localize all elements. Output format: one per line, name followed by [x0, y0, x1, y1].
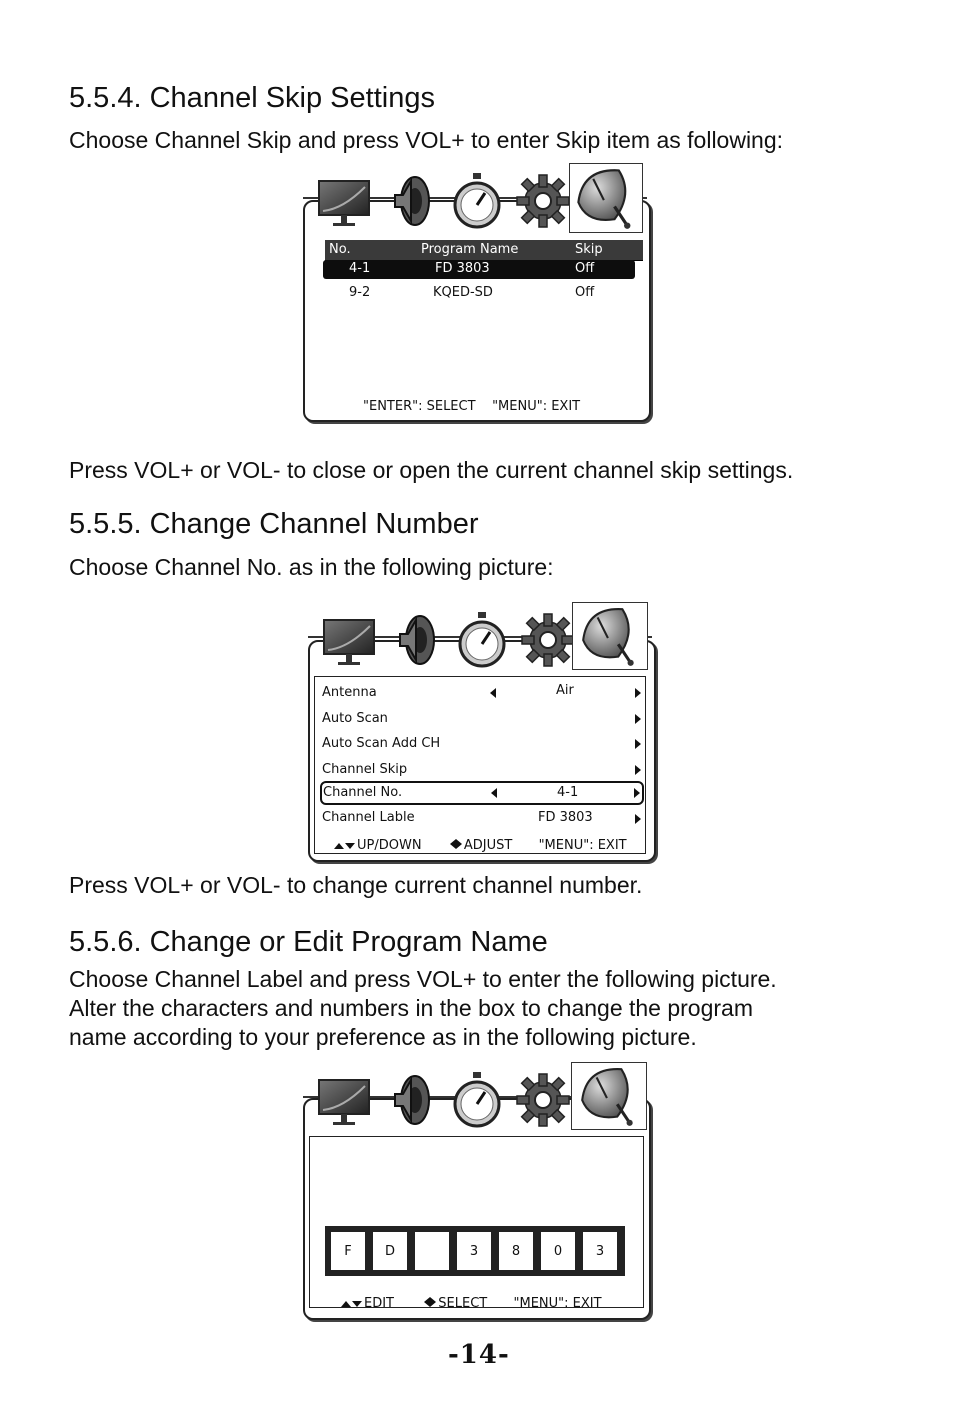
section-intro-channel-number: Choose Channel No. as in the following picture:: [69, 554, 554, 580]
channel-dish-icon[interactable]: [571, 1062, 647, 1130]
menu-item-auto-scan[interactable]: [322, 708, 647, 730]
timer-icon[interactable]: [445, 169, 509, 233]
char-box[interactable]: D: [373, 1232, 407, 1270]
sound-icon[interactable]: [381, 169, 445, 233]
column-skip: Skip: [575, 242, 603, 257]
arrow-right-icon[interactable]: [634, 788, 640, 798]
sound-icon[interactable]: [381, 1068, 445, 1132]
right-arrow-icon: [430, 1297, 436, 1307]
setup-icon[interactable]: [511, 169, 575, 233]
timer-icon[interactable]: [450, 608, 514, 672]
sound-icon[interactable]: [386, 608, 450, 672]
footer-edit: EDIT: [364, 1296, 394, 1311]
channel-dish-icon[interactable]: [572, 602, 648, 670]
char-box[interactable]: [415, 1232, 449, 1270]
menu-icon-bar: [303, 163, 647, 233]
arrow-right-icon[interactable]: [635, 814, 641, 824]
arrow-left-icon[interactable]: [491, 788, 497, 798]
section-intro-line-2: Alter the characters and numbers in the box to change the program: [69, 995, 754, 1021]
menu-item-label: Channel Skip: [322, 762, 408, 777]
arrow-right-icon[interactable]: [635, 765, 641, 775]
table-row[interactable]: [323, 284, 635, 303]
footer-exit: "MENU": EXIT: [538, 838, 627, 853]
up-arrow-icon: [341, 1301, 351, 1307]
footer-exit: "MENU": EXIT: [513, 1296, 602, 1311]
channel-menu-footer: [334, 838, 627, 853]
char-box[interactable]: 0: [541, 1232, 575, 1270]
char-box[interactable]: 3: [583, 1232, 617, 1270]
setup-icon[interactable]: [516, 608, 580, 672]
section-heading-channel-skip: 5.5.4. Channel Skip Settings: [69, 82, 435, 114]
timer-icon[interactable]: [445, 1068, 509, 1132]
channel-menu-screen: [308, 640, 656, 862]
skip-menu-screen: [303, 200, 651, 422]
down-arrow-icon: [345, 843, 355, 849]
menu-item-label: Auto Scan: [322, 711, 388, 726]
menu-item-channel-skip[interactable]: [322, 759, 647, 781]
row-name: KQED-SD: [433, 285, 493, 300]
setup-icon[interactable]: [511, 1068, 575, 1132]
up-arrow-icon: [334, 843, 344, 849]
section-heading-channel-number: 5.5.5. Change Channel Number: [69, 508, 479, 540]
arrow-left-icon[interactable]: [490, 688, 496, 698]
footer-select: SELECT: [438, 1296, 488, 1311]
menu-icon-bar: [303, 1062, 647, 1132]
menu-item-label: Auto Scan Add CH: [322, 736, 441, 751]
menu-item-value: 4-1: [557, 785, 579, 800]
arrow-right-icon[interactable]: [635, 688, 641, 698]
page-number: -14-: [448, 1340, 510, 1370]
menu-item-auto-scan-add-ch[interactable]: [322, 733, 647, 755]
menu-item-label: Channel Lable: [322, 810, 415, 825]
menu-item-channel-label[interactable]: [322, 808, 647, 830]
name-char-row: [325, 1226, 625, 1276]
char-box[interactable]: 8: [499, 1232, 533, 1270]
skip-menu-footer: "ENTER": SELECT "MENU": EXIT: [363, 399, 581, 414]
menu-item-label: Antenna: [322, 685, 377, 700]
section-intro-line-3: name according to your preference as in the following picture.: [69, 1024, 697, 1050]
row-name: FD 3803: [435, 261, 490, 276]
char-box[interactable]: 3: [457, 1232, 491, 1270]
name-editor-footer: [341, 1296, 602, 1311]
right-arrow-icon: [456, 839, 462, 849]
skip-menu-header: [325, 240, 643, 261]
arrow-right-icon[interactable]: [635, 714, 641, 724]
column-no: No.: [329, 242, 351, 257]
arrow-right-icon[interactable]: [635, 739, 641, 749]
picture-icon[interactable]: [313, 1068, 377, 1132]
section-intro-line-1: Choose Channel Label and press VOL+ to enter the following picture.: [69, 966, 777, 992]
footer-updown: UP/DOWN: [357, 838, 422, 853]
menu-icon-bar: [308, 602, 652, 672]
section-heading-program-name: 5.5.6. Change or Edit Program Name: [69, 926, 548, 958]
channel-dish-icon[interactable]: [569, 163, 643, 233]
row-no: 9-2: [349, 285, 371, 300]
section-after-channel-number: Press VOL+ or VOL- to change current channel number.: [69, 872, 643, 898]
picture-icon[interactable]: [318, 608, 382, 672]
down-arrow-icon: [352, 1301, 362, 1307]
footer-adjust: ADJUST: [463, 838, 513, 853]
table-row[interactable]: [323, 260, 635, 279]
menu-item-value: Air: [556, 683, 574, 698]
row-no: 4-1: [349, 261, 371, 276]
row-skip: Off: [575, 261, 595, 276]
menu-item-antenna[interactable]: [322, 682, 647, 704]
column-program-name: Program Name: [421, 242, 519, 257]
section-after-channel-skip: Press VOL+ or VOL- to close or open the current channel skip settings.: [69, 457, 794, 483]
picture-icon[interactable]: [313, 169, 377, 233]
char-box[interactable]: F: [331, 1232, 365, 1270]
section-intro-channel-skip: Choose Channel Skip and press VOL+ to enter Skip item as following:: [69, 127, 784, 153]
menu-item-label: Channel No.: [323, 785, 403, 800]
row-skip: Off: [575, 285, 595, 300]
menu-item-value: FD 3803: [538, 810, 593, 825]
menu-item-channel-no[interactable]: [320, 781, 644, 805]
